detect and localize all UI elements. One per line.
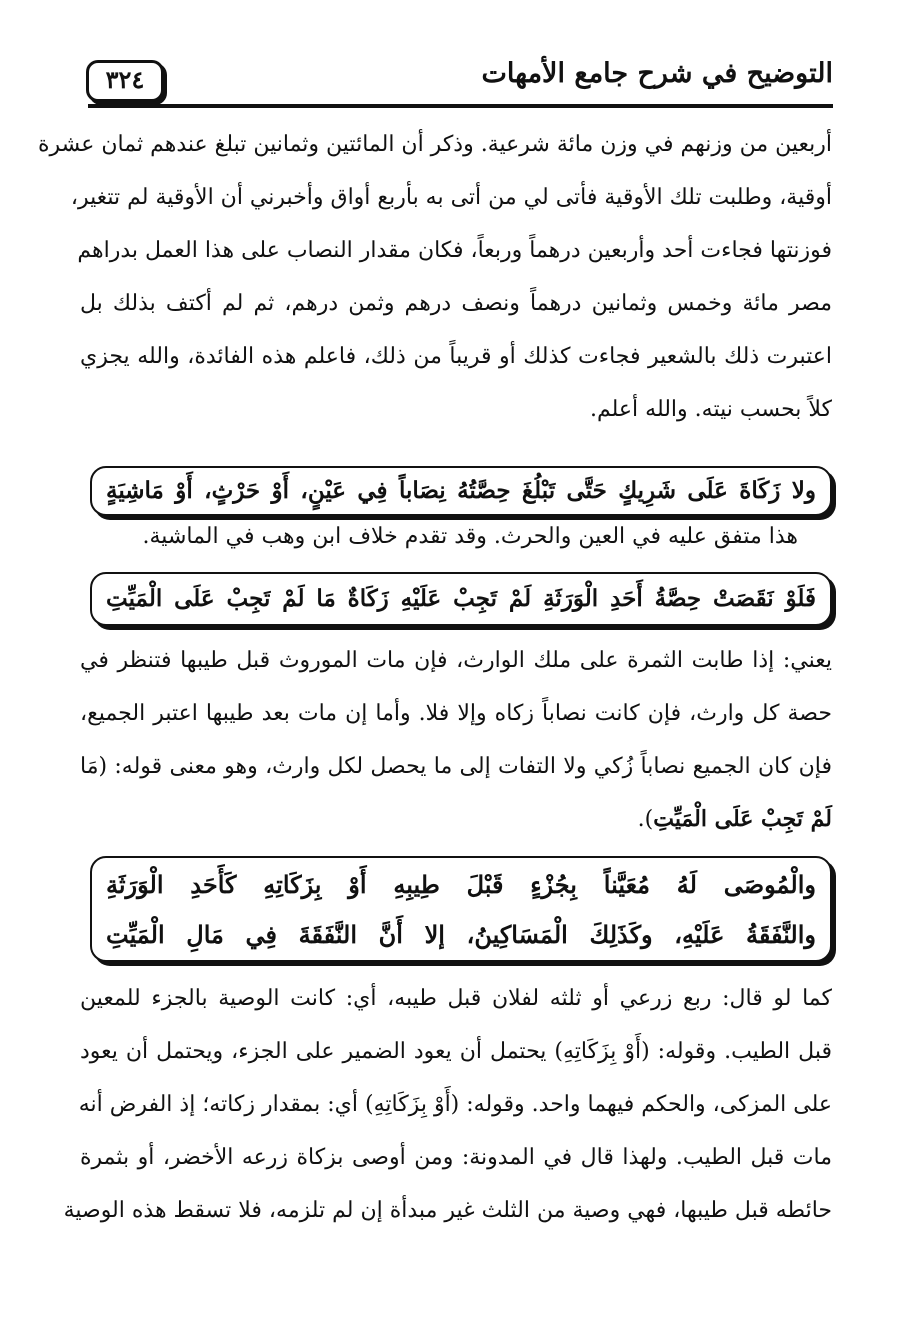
text-line: فإن كان الجميع نصاباً زُكي ولا التفات إلى ما يحصل لكل وارث، وهو معنى قوله: (مَا (80, 754, 832, 779)
text-line: هذا متفق عليه في العين والحرث. وقد تقدم خلاف ابن وهب في الماشية. (142, 524, 798, 549)
closing-punctuation: ). (637, 807, 654, 832)
text-line: يعني: إذا طابت الثمرة على ملك الوارث، فإن مات الموروث قبل طيبها فتنظر في (80, 648, 832, 673)
text-line (80, 793, 832, 846)
text-line: كما لو قال: ربع زرعي أو ثلثه لفلان قبل طيبه، أي: كانت الوصية بالجزء للمعين (80, 986, 832, 1011)
text-line: مصر مائة وخمس وثمانين درهماً ونصف درهم وثمن درهم، ثم لم أكتف بذلك بل (80, 291, 832, 316)
matn-box-3 (90, 856, 832, 962)
text-line: أربعين من وزنهم في وزن مائة شرعية. وذكر أن المائتين وثمانين تبلغ عندهم ثمان عشرة (37, 132, 832, 157)
commentary-paragraph-1 (37, 118, 832, 436)
commentary-paragraph-3 (80, 634, 832, 846)
matn-text: والنَّفَقَةُ عَلَيْهِ، وكَذَلِكَ الْمَسَاكِينُ، إلا أَنَّ النَّفَقَةَ فِي مَالِ الْمَيِّتِ (106, 920, 816, 949)
page-number-box: ٣٢٤ (86, 60, 164, 102)
text-line: مات قبل الطيب. ولهذا قال في المدونة: ومن أوصى بزكاة زرعه الأخضر، أو بثمرة (80, 1145, 832, 1170)
matn-text: والْمُوصَى لَهُ مُعَيَّناً بِجُزْءٍ قَبْلَ طِيبِهِ أَوْ بِزَكَاتِهِ كَأَحَدِ الْوَرَثَةِ (106, 870, 817, 899)
matn-box-1 (90, 466, 832, 516)
running-title: التوضيح في شرح جامع الأمهات (481, 58, 833, 89)
commentary-paragraph-4 (63, 972, 832, 1237)
text-line: أوقية، وطلبت تلك الأوقية فأتى لي من أتى به بأربع أواق وأخبرني أن الأوقية لم تتغير، (70, 185, 832, 210)
text-line: قبل الطيب. وقوله: (أَوْ بِزَكَاتِهِ) يحتمل أن يعود الضمير على الجزء، ويحتمل أن يعود (80, 1039, 832, 1064)
matn-text: ولا زَكَاةَ عَلَى شَرِيكٍ حَتَّى تَبْلُغَ حِصَّتُهُ نِصَاباً فِي عَيْنٍ، أَوْ حَرْثٍ، أَوْ مَاشِيَةٍ (106, 477, 816, 504)
text-line: حائطه قبل طيبها، فهي وصية من الثلث غير مبدأة إن لم تلزمه، فلا تسقط هذه الوصية (63, 1198, 832, 1223)
commentary-paragraph-2 (80, 510, 798, 563)
matn-box-2 (90, 572, 832, 626)
quoted-matn: لَمْ تَجِبْ عَلَى الْمَيِّتِ (653, 806, 832, 832)
matn-text: فَلَوْ نَقَصَتْ حِصَّةُ أَحَدِ الْوَرَثَةِ لَمْ تَجِبْ عَلَيْهِ زَكَاةٌ مَا لَمْ تَجِبْ عَلَى الْمَيِّتِ (106, 585, 816, 612)
text-line: حصة كل وارث، فإن كانت نصاباً زكاه وإلا فلا. وأما إن مات بعد طيبها اعتبر الجميع، (80, 701, 832, 726)
text-line: فوزنتها فجاءت أحد وأربعين درهماً وربعاً، فكان مقدار النصاب على هذا العمل بدراهم (77, 238, 832, 263)
text-line: اعتبرت ذلك بالشعير فجاءت كذلك أو قريباً من ذلك، فاعلم هذه الفائدة، والله يجزي (80, 344, 832, 369)
page-header (88, 52, 833, 108)
text-line: كلاً بحسب نيته. والله أعلم. (590, 397, 832, 422)
text-line: على المزكى، والحكم فيهما واحد. وقوله: (أَوْ بِزَكَاتِهِ) أي: بمقدار زكاته؛ إذ الفرض أنه (78, 1092, 832, 1117)
